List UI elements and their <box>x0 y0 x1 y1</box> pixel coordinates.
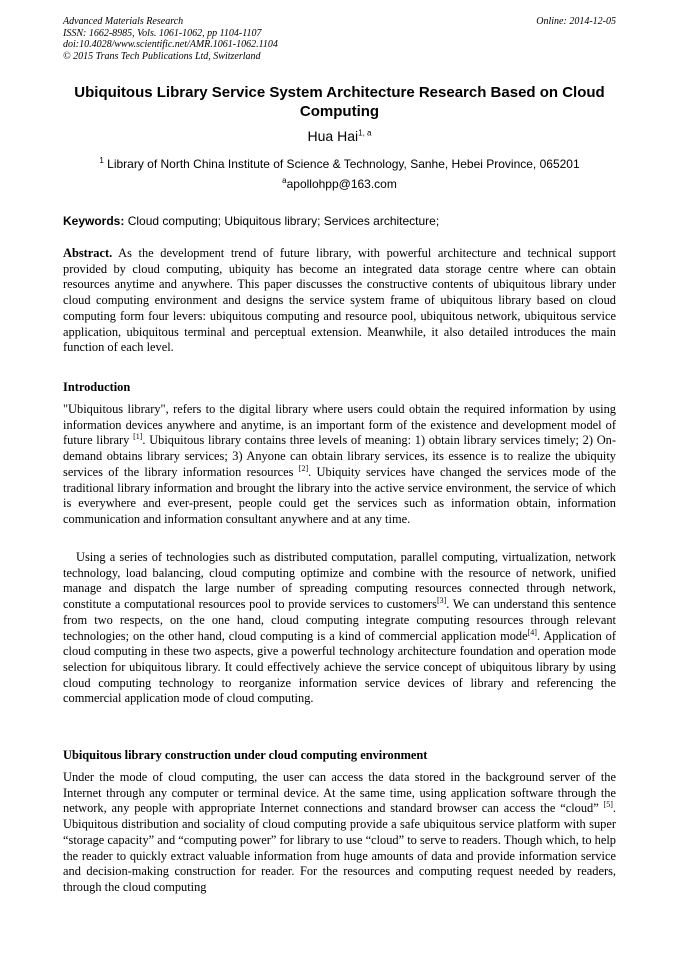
citation-3: [3] <box>436 595 447 605</box>
intro-p2-text-c: . Application of cloud computing in these two aspects, give a powerful technology architecture foundation and operation mode selection for ubiquitous library. It could effectively achieve the service concept of ubiquitous library by using cloud computing technology to reorganize information service devices of library and referencing the commercial application mode of cloud computing. <box>63 628 616 706</box>
intro-p1-text-a: "Ubiquitous library", refers to the digital library where users could obtain the required information by using information devices anywhere and anytime, is an important form of the existence and development model of future library <box>63 402 616 448</box>
doi-line: doi:10.4028/www.scientific.net/AMR.1061-1062.1104 <box>63 39 278 50</box>
affiliation-sup: 1 <box>99 156 104 165</box>
section-2-paragraph-1 <box>63 770 616 896</box>
journal-header <box>63 16 616 62</box>
intro-p2-text-a: Using a series of technologies such as distributed computation, parallel computing, virtualization, network technology, load balancing, cloud computing optimize and combine with the resource of network, unified manage and dispatch the large number of spreading computing resources connected through network, constitute a computational resources pool to provide services to customers <box>63 550 616 612</box>
sec2-p1-text-b: . Ubiquitous distribution and sociality of cloud computing provide a safe ubiquitous service platform with super “storage capacity” and “computing power” for library to use “cloud” to serve to readers. Though which, to help the reader to quickly extract valuable information from huge amounts of data and provide information service and decision-making construction for reader. For the resources and computing request needed by readers, through the cloud computing <box>63 801 616 894</box>
paper-title: Ubiquitous Library Service System Architecture Research Based on Cloud Computing <box>74 84 605 120</box>
online-date: Online: 2014-12-05 <box>536 16 616 27</box>
section-2-heading: Ubiquitous library construction under cloud computing environment <box>63 748 428 762</box>
author-line <box>63 128 616 144</box>
citation-2: [2] <box>298 463 309 473</box>
copyright-line: © 2015 Trans Tech Publications Ltd, Switzerland <box>63 50 261 62</box>
intro-p1-text-b: . Ubiquitous library contains three levels of meaning: 1) obtain library services timely; 2) On-demand obtains library services; 3) Anyone can obtain library services, its essence is to realize the ubiquity services of the library information resources <box>63 433 616 479</box>
sec2-p1-text-a: Under the mode of cloud computing, the user can access the data stored in the background server of the Internet through any computer or terminal device. At the same time, using application software through the network, any people with appropriate Internet connections and standard browser can access the “cloud” <box>63 770 616 816</box>
keywords-text: Cloud computing; Ubiquitous library; Services architecture; <box>127 214 440 228</box>
abstract-text: As the development trend of future library, with powerful architecture and technical support provided by cloud computing, ubiquity has become an integrated data storage centre where can obtain resources anytime and anywhere. This paper discusses the constructive contents of ubiquitous library under cloud computing environment and designs the service system frame of ubiquitous library based on cloud computing form four levers: ubiquitous computing and resource pool, ubiquitous network, ubiquitous service application, ubiquitous terminal and perceptual extension. Meanwhile, it also detailed introduces the main function of each level. <box>63 246 616 355</box>
keywords-label: Keywords: <box>63 214 125 228</box>
affiliation-line <box>63 157 616 171</box>
intro-p2-text-b: . We can understand this sentence from two respects, on the one hand, cloud computing integrate computing resources through relevant technologies; on the other hand, cloud computing is a kind of commercial application mode <box>63 597 616 643</box>
author-name: Hua Hai <box>307 128 359 144</box>
introduction-heading: Introduction <box>63 380 131 394</box>
abstract-label: Abstract. <box>63 246 113 260</box>
abstract <box>63 246 616 356</box>
introduction-paragraph-2 <box>63 550 616 707</box>
journal-name: Advanced Materials Research <box>63 16 184 27</box>
email-line <box>63 177 616 191</box>
citation-4: [4] <box>527 627 537 637</box>
citation-1: [1] <box>133 432 143 442</box>
keywords <box>63 214 616 228</box>
issn-line: ISSN: 1662-8985, Vols. 1061-1062, pp 1104-1107 <box>63 27 262 39</box>
introduction-paragraph-1 <box>63 402 616 528</box>
intro-p1-text-c: . Ubiquity services have changed the services mode of the traditional library information and brought the library into the active service environment, the service of which is everywhere and ever-present, people could get the services such as information obtain, information communication and information consultant anywhere and at any time. <box>63 464 617 526</box>
email-address: apollohpp@163.com <box>286 177 397 191</box>
affiliation-text: Library of North China Institute of Science & Technology, Sanhe, Hebei Province, 065201 <box>107 157 580 171</box>
email-sup: a <box>282 176 287 185</box>
citation-5: [5] <box>603 800 613 810</box>
author-sup: 1, a <box>358 128 372 138</box>
